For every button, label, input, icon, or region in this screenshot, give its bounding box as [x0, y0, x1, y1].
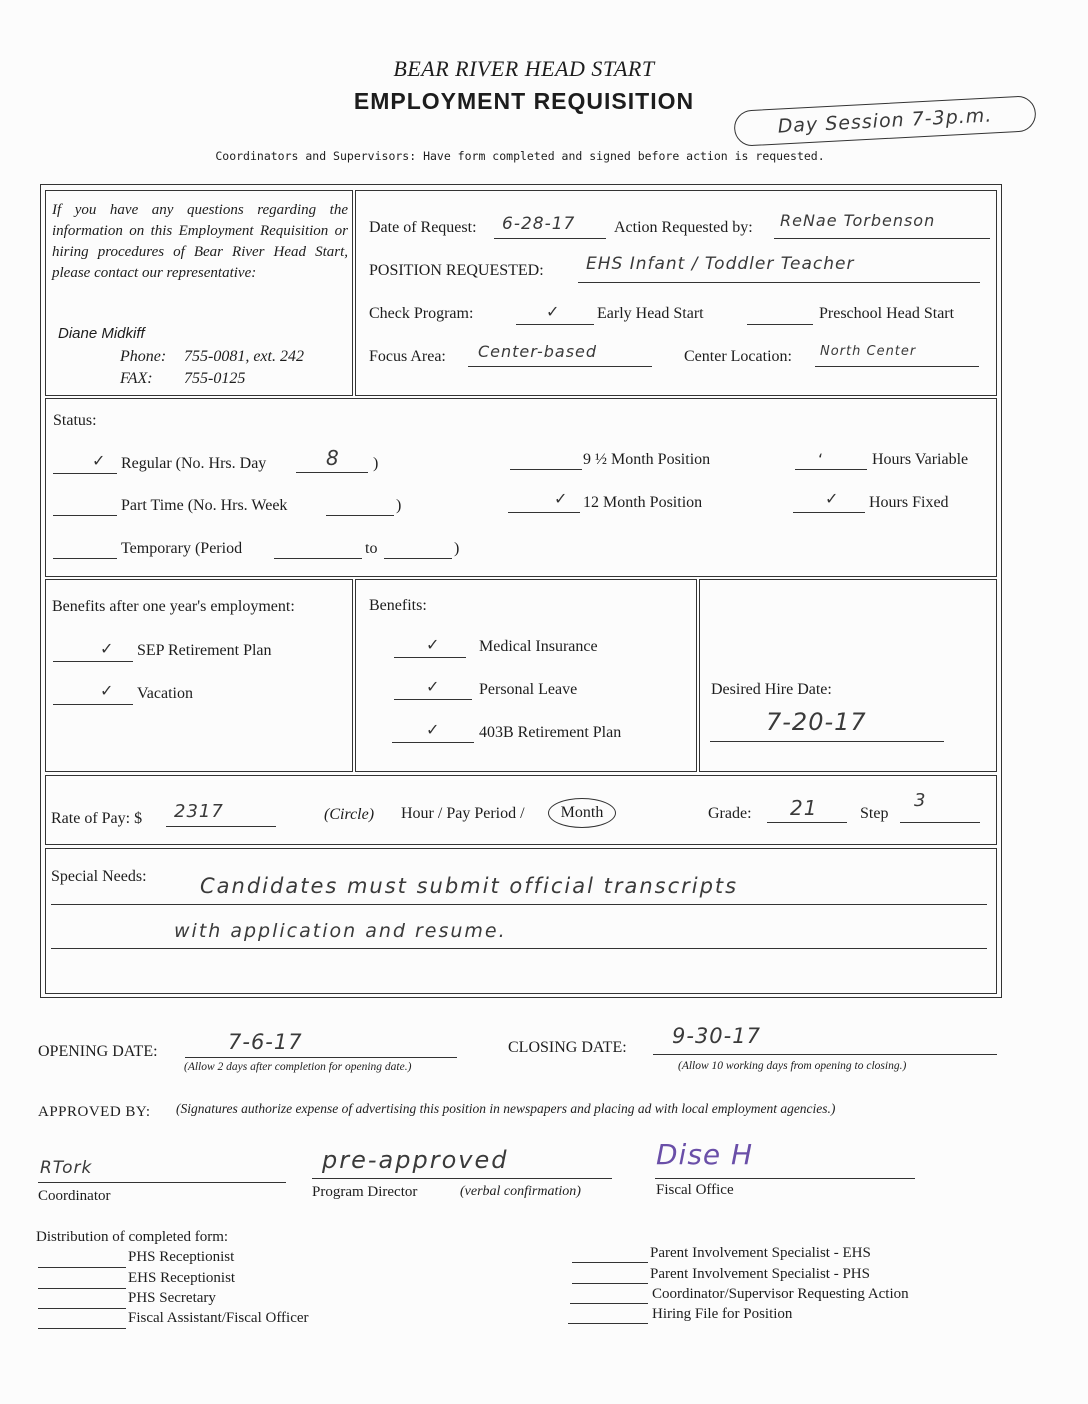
distribution-right-2-line[interactable]	[570, 1303, 648, 1304]
sep-retirement-check[interactable]: ✓	[100, 639, 114, 658]
desired-hire-date-label: Desired Hire Date:	[711, 681, 832, 698]
step-label: Step	[860, 805, 889, 822]
approved-by-label: APPROVED BY:	[38, 1104, 151, 1120]
center-location-value[interactable]: North Center	[820, 344, 917, 359]
distribution-right-0: Parent Involvement Specialist - EHS	[650, 1245, 871, 1261]
closing-date-note: (Allow 10 working days from opening to closing.)	[678, 1060, 907, 1072]
distribution-left-3: Fiscal Assistant/Fiscal Officer	[128, 1310, 309, 1326]
distribution-label: Distribution of completed form:	[36, 1229, 229, 1245]
retirement-403b-check[interactable]: ✓	[426, 720, 440, 739]
contact-fax-label: FAX:	[120, 370, 153, 387]
personal-leave-label: Personal Leave	[479, 681, 578, 698]
contact-name: Diane Midkiff	[58, 325, 145, 342]
closing-date-value[interactable]: 9-30-17	[672, 1024, 761, 1048]
temporary-close-paren: )	[454, 540, 460, 557]
focus-area-label: Focus Area:	[369, 348, 446, 365]
special-needs-line1[interactable]: Candidates must submit official transcripts	[200, 874, 739, 898]
part-time-label: Part Time (No. Hrs. Week	[121, 497, 288, 514]
hours-fixed-check[interactable]: ✓	[825, 489, 839, 508]
part-time-close-paren: )	[396, 497, 402, 514]
hours-fixed-label: Hours Fixed	[869, 494, 949, 511]
temporary-label: Temporary (Period	[121, 540, 243, 557]
distribution-left-3-line[interactable]	[38, 1328, 126, 1329]
contact-phone-label: Phone:	[120, 348, 167, 365]
benefits-year-label: Benefits after one year's employment:	[52, 598, 295, 615]
regular-hours[interactable]: 8	[326, 446, 340, 470]
vacation-check[interactable]: ✓	[100, 681, 114, 700]
twelve-month-label: 12 Month Position	[583, 494, 703, 511]
position-requested-label: POSITION REQUESTED:	[369, 262, 544, 279]
org-name: BEAR RIVER HEAD START	[393, 56, 655, 81]
check-program-label: Check Program:	[369, 305, 474, 322]
center-location-label: Center Location:	[684, 348, 792, 365]
regular-close-paren: )	[373, 455, 379, 472]
distribution-left-2: PHS Secretary	[128, 1290, 216, 1306]
regular-label: Regular (No. Hrs. Day	[121, 455, 267, 472]
session-note: Day Session 7-3p.m.	[733, 95, 1036, 147]
program-director-label: Program Director	[312, 1184, 418, 1200]
contact-fax: 755-0125	[184, 370, 246, 387]
distribution-left-0: PHS Receptionist	[128, 1249, 235, 1265]
distribution-right-1: Parent Involvement Specialist - PHS	[650, 1266, 870, 1282]
retirement-403b-label: 403B Retirement Plan	[479, 724, 622, 741]
date-of-request-value[interactable]: 6-28-17	[502, 214, 576, 234]
medical-insurance-check[interactable]: ✓	[426, 635, 440, 654]
opening-date-label: OPENING DATE:	[38, 1043, 158, 1060]
step-value[interactable]: 3	[914, 790, 927, 811]
action-requested-value[interactable]: ReNae Torbenson	[780, 211, 936, 230]
distribution-left-2-line[interactable]	[38, 1308, 126, 1309]
distribution-right-2: Coordinator/Supervisor Requesting Action	[652, 1286, 909, 1302]
medical-insurance-label: Medical Insurance	[479, 638, 598, 655]
coordinator-signature[interactable]: RTork	[40, 1158, 93, 1178]
hours-variable-label: Hours Variable	[872, 451, 969, 468]
special-needs-label: Special Needs:	[51, 868, 147, 885]
distribution-right-0-line[interactable]	[572, 1262, 648, 1263]
status-label: Status:	[53, 412, 97, 429]
contact-phone: 755-0081, ext. 242	[184, 348, 304, 365]
preschool-head-start-label: Preschool Head Start	[819, 305, 955, 322]
approved-by-note: (Signatures authorize expense of advertising this position in newspapers and placing ad with local employment agencies.)	[176, 1101, 836, 1116]
distribution-left-1-line[interactable]	[38, 1288, 126, 1289]
form-title: EMPLOYMENT REQUISITION	[353, 88, 695, 114]
vacation-label: Vacation	[137, 685, 193, 702]
closing-date-label: CLOSING DATE:	[508, 1039, 627, 1056]
opening-date-value[interactable]: 7-6-17	[228, 1030, 303, 1054]
hire-date-box	[699, 579, 997, 772]
rate-of-pay-label: Rate of Pay: $	[51, 810, 143, 827]
position-requested-value[interactable]: EHS Infant / Toddler Teacher	[586, 254, 855, 274]
focus-area-value[interactable]: Center-based	[478, 342, 598, 361]
program-director-signature[interactable]: pre-approved	[322, 1146, 509, 1174]
distribution-right-3: Hiring File for Position	[652, 1306, 793, 1322]
preschool-head-start-check[interactable]	[747, 324, 813, 325]
instructions: Coordinators and Supervisors: Have form completed and signed before action is requested.	[215, 149, 825, 163]
coordinator-label: Coordinator	[38, 1188, 111, 1204]
twelve-month-check[interactable]: ✓	[554, 489, 568, 508]
month-selected[interactable]: Month	[548, 798, 616, 828]
circle-note: (Circle)	[324, 806, 375, 823]
distribution-right-3-line[interactable]	[568, 1323, 648, 1324]
personal-leave-check[interactable]: ✓	[426, 677, 440, 696]
regular-check[interactable]: ✓	[92, 451, 106, 470]
distribution-left-0-line[interactable]	[38, 1267, 126, 1268]
contact-text: If you have any questions regarding the information on this Employment Requisition or hiring procedures of Bear River Head Start, please contact our representative:	[52, 202, 348, 281]
grade-value[interactable]: 21	[790, 796, 818, 820]
special-needs-line2[interactable]: with application and resume.	[174, 920, 507, 942]
fiscal-office-signature[interactable]: Dise H	[656, 1138, 754, 1171]
distribution-right-1-line[interactable]	[572, 1283, 648, 1284]
date-of-request-label: Date of Request:	[369, 219, 477, 236]
nine-half-month-label: 9 ½ Month Position	[583, 451, 711, 468]
sep-retirement-label: SEP Retirement Plan	[137, 642, 272, 659]
early-head-start-check[interactable]: ✓	[546, 302, 560, 321]
fiscal-office-label: Fiscal Office	[656, 1182, 734, 1198]
opening-date-note: (Allow 2 days after completion for opening date.)	[184, 1061, 412, 1073]
distribution-left-1: EHS Receptionist	[128, 1270, 236, 1286]
desired-hire-date-value[interactable]: 7-20-17	[766, 708, 867, 736]
temporary-to: to	[365, 540, 378, 557]
hours-variable-check[interactable]: ‘	[818, 450, 824, 469]
early-head-start-label: Early Head Start	[597, 305, 704, 322]
pay-period-options: Hour / Pay Period /	[401, 805, 525, 822]
action-requested-label: Action Requested by:	[614, 219, 753, 236]
benefits-label: Benefits:	[369, 597, 427, 614]
grade-label: Grade:	[708, 805, 752, 822]
rate-of-pay-value[interactable]: 2317	[174, 801, 224, 822]
program-director-note: (verbal confirmation)	[460, 1184, 581, 1199]
